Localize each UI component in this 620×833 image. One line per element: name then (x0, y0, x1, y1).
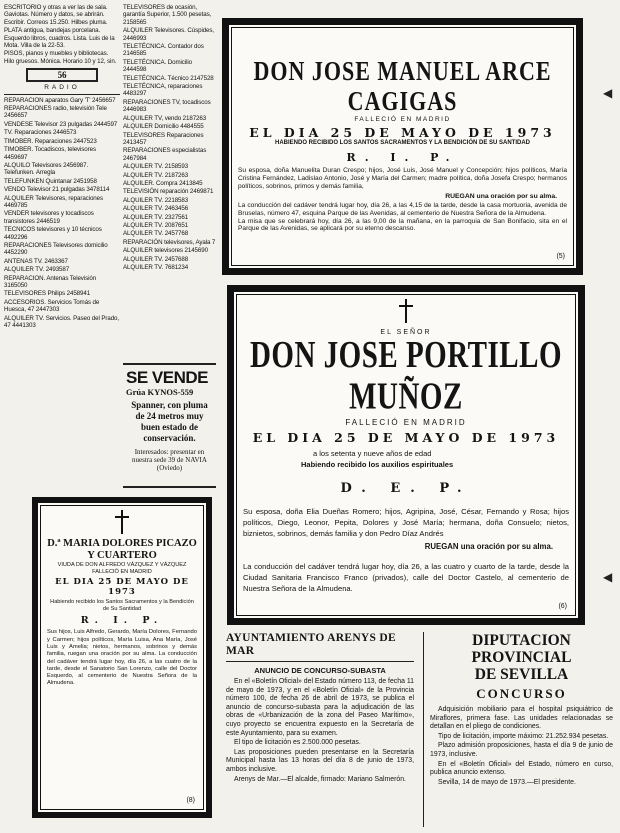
obituary-picazo-cuartero (32, 497, 212, 818)
arrow-left-icon: ◀ (603, 86, 613, 100)
page-number: 56 (57, 70, 67, 81)
classified-ad: ALQUILER Domicilio 4484555 (123, 123, 204, 131)
classified-ad: ALQUILER TV, vendo 2187263 (123, 114, 207, 122)
obituary-dep: D. E. P. (340, 481, 472, 496)
classified-ad: TIMOBER. Tocadiscos, televisores 4459697 (4, 146, 96, 161)
obituary-rip: R. I. P. (346, 151, 459, 164)
obituary-died-in: FALLECIÓ EN MADRID (354, 116, 451, 123)
obituary-title: EL SEÑOR (380, 329, 432, 336)
classified-column-left (4, 4, 120, 482)
classified-ad: VENDER televisores y tocadiscos transistores 2446519 (4, 210, 94, 225)
notice-paragraph: Plazo admisión proposiciones, hasta el día 9 de junio de 1973, inclusive. (430, 742, 613, 758)
obituary-family: Su esposa, doña Elia Dueñas Romero; hijos, Agripina, José, César, Fernando y Rosa; hijos políticos, Diego, Leonor, Pepita, Dolores y José María; hermana, doña Consuelo; nietos, biznietos, sobrinos, demás familia y don Pedro Díaz Andrés (243, 507, 569, 538)
classified-ad: ALQUILER TV. 2087651 (123, 221, 189, 229)
obituary-date: EL DIA 25 DE MAYO DE 1973 (249, 125, 556, 140)
cross-icon (395, 299, 417, 323)
classified-ad: ALQUILER TV. 2457768 (123, 230, 189, 238)
classified-ad: PISOS, pianos y muebles y bibliotecas. Hilo gruesos. Mónica. Horario 10 y 12, sin. (4, 50, 117, 65)
classified-ad: VENDO Televisor 21 pulgadas 3478114 (4, 186, 110, 194)
notice-paragraph: En el «Boletín Oficial» del Estado número 113, de fecha 11 de mayo de 1973, y en el «Boletín Oficial» de la Provincia número 100, de fecha 26 de abril de 1973, se publica el anuncio de concurso-subasta para la adjudicación de las obras de «Urbanización de la zona del Paseo Marítimo», cuyo proyecto se encuentra expuesto en la Secretaría de este Ayuntamiento, para su examen. (226, 678, 414, 737)
classified-ad: REPARACIONES TV, tocadiscos 2446983 (123, 98, 211, 114)
obituary-sacraments: Habiendo recibido los Santos Sacramentos y la Bendición de Su Santidad (50, 599, 194, 612)
classified-ad: ALQUILER TV. 2187263 (123, 171, 189, 179)
notice-body (226, 678, 414, 784)
classified-ad: TECNICOS televisores y 10 técnicos 4492296 (4, 226, 102, 241)
obituary-sacraments: HABIENDO RECIBIDO LOS SANTOS SACRAMENTOS Y LA BENDICIÓN DE SU SANTIDAD (274, 140, 531, 146)
arrow-left-icon: ◀ (603, 570, 613, 584)
classified-ad: ALQUILER televisores 2145690 (123, 247, 208, 255)
obituary-arce-cagigas (222, 18, 583, 275)
classified-ad: ALQUILER TV. 2463456 (123, 205, 189, 213)
classified-ad: TELEVISORES Philips 2458941 (4, 290, 91, 298)
classified-ad: TELETÉCNICA, reparaciones 4483297 (123, 83, 203, 98)
classified-ad: VENDESE Televisor 23 pulgadas 2444597 (4, 120, 118, 128)
obituary-family: Su esposa, doña Manuelita Duran Crespo; hijos, José Luis, José Manuel y Concepción; hijos políticos, María Cristina Fernández, Ladislao Antonio, José y María del Carmen; madre política, doña Josefa Crespo; hermanos políticos, sobrinos, primos y demás familia, (238, 167, 567, 190)
classified-ad: ALQUILER Televisores, reparaciones 4469785 (4, 194, 103, 209)
obituary-name: DON JOSE PORTILLO MUÑOZ (249, 334, 563, 418)
notice-body (430, 706, 613, 787)
notice-paragraph: Las proposiciones pueden presentarse en la Secretaría Municipal hasta las 13 horas del día 8 de junio de 1973, ambos inclusive. (226, 748, 414, 773)
obituary-ref: (8) (186, 797, 195, 804)
page-number-box (26, 68, 98, 82)
classified-ad: ALQUILER Televisores. Cúspides, 2446993 (123, 27, 215, 42)
classified-ad: ALQUILER TV. 2493587 (4, 266, 70, 274)
for-sale-description: Spanner, con pluma de 24 metros muy buen estado de conservación. (131, 400, 208, 443)
classified-ad: ESCRITORIO y otras a ver las de sala. Gaviotas. Número y datos, se abrirán. Escribir. Correos 15.250. Hilbes pluma. (4, 4, 108, 26)
obituary-sacraments: Habiendo recibido los auxilios espirituales (301, 460, 454, 469)
notice-paragraph: Arenys de Mar.—El alcalde, firmado: Mariano Salmerón. (234, 775, 406, 783)
obituary-mass: La misa que se celebrará hoy, día 26, a las 9,00 de la mañana, en la parroquia de San Bonifacio, sita en el Parque de las Avenidas, se aplicará por su eterno descanso. (238, 217, 567, 233)
classified-ad: TIMOBER. Reparaciones 2447523 (4, 137, 97, 145)
notice-paragraph: En el «Boletín Oficial» del Estado, número en curso, publica anuncio extenso. (430, 760, 613, 777)
classified-ad: ACCESORIOS. Servicios Tomás de Huesca, 47 2447303 (4, 298, 100, 314)
for-sale-title: SE VENDE (126, 368, 208, 387)
for-sale-contact: Interesados: presentar en nuestra sede 39 de NAVIA (Oviedo) (132, 448, 207, 472)
obituary-age: a los setenta y nueve años de edad (313, 449, 432, 458)
classified-ad: ALQUILER. Compra 2413845 (123, 179, 203, 187)
notice-paragraph: El tipo de licitación es 2.500.000 pesetas. (234, 739, 361, 747)
obituary-name: DON JOSE MANUEL ARCE CAGIGAS (253, 54, 552, 116)
obituary-conduction: La conducción del cadáver tendrá lugar hoy, día 26, a las 4,15 de la tarde, desde la casa mortuoria, avenida de Bruselas, número 47, esquina Parque de las Avenidas, al cementerio de Nuestra Señora de la Almudena. (238, 201, 567, 217)
notice-paragraph: Tipo de licitación, importe máximo: 21.252.934 pesetas. (438, 732, 609, 740)
classified-ad: TELEVISORES Reparaciones 2413457 (123, 131, 204, 146)
classified-ad: REPARACIONES especialistas 2467984 (123, 147, 207, 162)
notice-ayuntamiento (226, 632, 414, 827)
obituary-died-in: FALLECIÓ EN MADRID (345, 418, 467, 427)
classified-list-tv (123, 4, 216, 271)
section-heading-radio: RADIO (44, 84, 80, 92)
classified-ad: TELEVISORES de ocasión, garantía Superior, 1.500 pesetas, 2158565 (123, 4, 212, 26)
classified-ad: REPARACION. Antenas Televisión 3165050 (4, 274, 97, 289)
obituary-date: EL DIA 25 DE MAYO DE 1973 (55, 577, 189, 598)
obituary-conduction: La conducción del cadáver tendrá lugar hoy, día 26, a las cuatro y cuarto de la tarde, desde la Ciudad Sanitaria Francisco Franco (privados), calle del Doctor Castelo, al cementerio de Nuestra Señora de la Almudena. (243, 562, 569, 593)
classified-ad: TELETÉCNICA. Técnico 2147528 (123, 74, 214, 82)
classified-ad: ALQUILER TV. 2218583 (123, 196, 189, 204)
classified-ad: REPARACIONES Televisores domicilio 4452290 (4, 241, 108, 257)
classified-ad: ALQUILER TV. 2158593 (123, 163, 189, 171)
classified-ad: REPARACIONES radio, televisión Tele 2456657 (4, 105, 107, 120)
divider (4, 94, 120, 95)
classified-ad: TELEFUNKEN Quintanar 2451958 (4, 177, 97, 185)
notice-subtitle: ANUNCIO DE CONCURSO-SUBASTA (254, 666, 386, 675)
for-sale-ad (123, 363, 216, 488)
obituary-body: Sus hijos, Luis Alfredo, Gerardo, María Dolores, Fernando y Carmen; hijos políticos, María Luisa, Ana María, José Luis y Amelia; nietos, hermanos, sobrinos y demás familia, ruegan una oración por su alma. La conducción del cadáver tendrá lugar hoy, día 26, a las cuatro de la tarde, desde el Sanatorio San Lorenzo, calle del Doctor Esquerdo, al cementerio de Nuestra Señora de la Almudena. (47, 629, 197, 687)
obituary-ref: (5) (556, 253, 565, 260)
classified-ad: TV. Reparaciones 2446573 (4, 129, 77, 137)
for-sale-item: Grúa KYNOS-559 (126, 387, 194, 397)
obituary-portillo-munoz (227, 285, 585, 625)
obituary-rip: R. I. P. (80, 615, 164, 627)
obituary-ref: (6) (558, 603, 567, 610)
notice-paragraph: Sevilla, 14 de mayo de 1973.—El presidente. (438, 778, 576, 786)
classified-ad: TELETÉCNICA. Domicilio 2444598 (123, 58, 192, 74)
obituary-widow: VIUDA DE DON ALFREDO VÁZQUEZ Y VÁZQUEZ (57, 562, 187, 568)
notice-heading: CONCURSO (476, 686, 567, 701)
obituary-name: D.ª MARIA DOLORES PICAZO Y CUARTERO (47, 538, 197, 561)
classified-column-middle (123, 4, 216, 364)
classified-top-block (4, 4, 120, 65)
classified-ad: REPARACION aparatos Gary 'T' 2456657 (4, 96, 116, 104)
notice-subtitle: DE SEVILLA (474, 666, 569, 683)
classified-ad: REPARACIÓN televisores, Ayala 7 (123, 238, 216, 246)
obituary-prayer: RUEGAN una oración por su alma. (424, 542, 553, 551)
classified-ad: ALQUILO Televisores 2456987. Telefunken. Arregla (4, 161, 89, 177)
obituary-prayer: RUEGAN una oración por su alma. (445, 192, 557, 200)
notice-title: AYUNTAMIENTO ARENYS DE MAR (226, 632, 414, 662)
classified-ad: PLATA antigua, bandejas porcelana. Esquerdo libros, cuadros. Lista. Luis de la Mota. Villa de la 22-53. (4, 27, 115, 50)
classified-list-radio (4, 97, 120, 330)
obituary-date: EL DIA 25 DE MAYO DE 1973 (252, 430, 560, 445)
notice-title: DIPUTACION PROVINCIAL (471, 632, 572, 666)
classified-ad: TELETÉCNICA. Contador dos 2146585 (123, 43, 204, 58)
classified-ad: ALQUILER TV. 2327561 (123, 213, 189, 221)
classified-ad: ALQUILER TV. 2457688 (123, 255, 189, 263)
classified-ad: ANTENAS TV. 2463367 (4, 257, 68, 265)
notice-paragraph: Adquisición mobiliario para el hospital psiquiátrico de Miraflores, primera fase. Las unidades relacionadas se detallan en el pliego de condiciones. (430, 706, 613, 731)
notice-diputacion (423, 632, 613, 827)
classified-ad: ALQUILER TV. Servicios. Paseo del Prado, 47 4441303 (4, 314, 119, 330)
classified-ad: ALQUILER TV. 7681234 (123, 264, 189, 271)
classified-ad: TELEVISIÓN reparación 2469871 (123, 188, 214, 196)
cross-icon (111, 510, 133, 534)
obituary-died-in: FALLECIÓ EN MADRID (92, 568, 152, 575)
